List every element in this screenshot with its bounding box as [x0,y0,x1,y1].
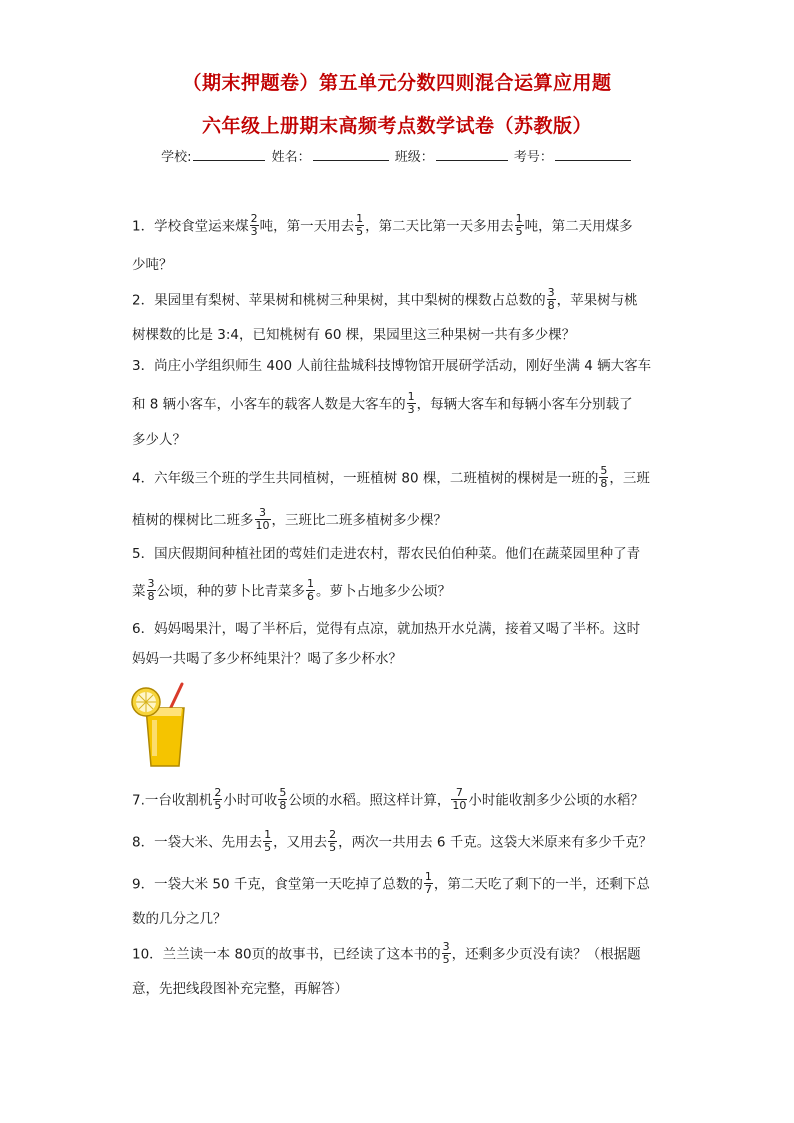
fraction: $\frac{3}{8}$ [147,577,155,603]
title-line-1: （期末押题卷）第五单元分数四则混合运算应用题 [182,72,612,94]
q7-text-d: 小时能收割多少公顷的水稻？ [468,792,644,809]
q10-text-b: ，还剩多少页没有读？（根据题 [451,946,641,963]
q6-text-b: 妈妈一共喝了多少杯纯果汁？喝了多少杯水？ [132,651,402,667]
q2-text-b: ，苹果树与桃 [556,292,638,309]
q4-text-c: 植树的棵树比二班多 [132,512,254,529]
q8-text-b: ，又用去 [273,834,328,851]
q1-text-c: ，第二天比第一天多用去 [365,218,514,235]
q7-text-c: 公顷的水稻。照这样计算， [288,792,451,809]
fraction: $\frac{3}{10}$ [255,506,270,532]
school-field[interactable] [193,146,265,161]
exam-no-label: 考号： [513,150,553,165]
q3-text-c: ，每辆大客车和每辆小客车分别载了 [416,396,633,413]
fraction: $\frac{1}{5}$ [515,212,523,238]
q9-text-a: 9．一袋大米 50 千克，食堂第一天吃掉了总数的 [132,876,423,893]
class-field[interactable] [436,146,508,161]
q5-text-d: 。萝卜占地多少公顷？ [316,583,451,600]
q5-text-a: 5．国庆假期间种植社团的莺娃们走进农村，帮农民伯伯种菜。他们在蔬菜园里种了青 [132,546,641,562]
q5-text-b: 菜 [132,583,146,600]
fraction: $\frac{3}{8}$ [547,286,555,312]
school-label: 学校: [161,150,192,165]
fraction: $\frac{1}{6}$ [307,577,314,603]
q5-text-c: 公顷，种的萝卜比青菜多 [156,583,305,600]
fraction: $\frac{7}{10}$ [452,786,467,812]
q2-text-c: 树棵数的比是 3:4，已知桃树有 60 棵，果园里这三种果树一共有多少棵？ [132,327,576,343]
q6-text-a: 6．妈妈喝果汁，喝了半杯后，觉得有点凉，就加热开水兑满，接着又喝了半杯。这时 [132,621,641,637]
q1-text-b: 吨，第一天用去 [259,218,355,235]
name-field[interactable] [313,146,389,161]
q10-text-a: 10．兰兰读一本 80页的故事书，已经读了这本书的 [132,946,441,963]
q8-text-a: 8．一袋大米、先用去 [132,834,263,851]
q1-text-d: 吨，第二天用煤多 [524,218,633,235]
q2-text-a: 2．果园里有梨树、苹果树和桃树三种果树，其中梨树的棵数占总数的 [132,292,546,309]
q7-text-a: 7.一台收割机 [132,792,213,809]
title-line-2: 六年级上册期末高频考点数学试卷（苏教版） [201,115,592,137]
q1-text-e: 少吨？ [132,257,173,273]
fraction: $\frac{2}{5}$ [214,786,222,812]
name-label: 姓名： [271,150,311,165]
fraction: $\frac{1}{3}$ [407,390,415,416]
fraction: $\frac{3}{5}$ [442,940,450,966]
student-info-row [0,146,794,165]
class-label: 班级： [394,150,434,165]
exam-no-field[interactable] [555,146,631,161]
fraction: $\frac{1}{7}$ [424,870,432,896]
q4-text-d: ，三班比二班多植树多少棵？ [271,512,447,529]
q9-text-c: 数的几分之几？ [132,911,227,927]
q3-text-b: 和 8 辆小客车，小客车的载客人数是大客车的 [132,396,406,413]
q3-text-a: 3．尚庄小学组织师生 400 人前往盐城科技博物馆开展研学活动，刚好坐满 4 辆大客车 [132,358,652,374]
juice-glass-icon [128,680,192,774]
q3-text-d: 多少人？ [132,432,186,448]
fraction: $\frac{5}{8}$ [600,464,608,490]
q8-text-c: ，两次一共用去 6 千克。这袋大米原来有多少千克？ [338,834,653,851]
q4-text-a: 4．六年级三个班的学生共同植树，一班植树 80 棵，二班植树的棵树是一班的 [132,470,599,487]
q7-text-b: 小时可收 [223,792,278,809]
fraction: $\frac{2}{3}$ [250,212,258,238]
q10-text-c: 意，先把线段图补充完整，再解答） [132,981,348,997]
fraction: $\frac{1}{5}$ [356,212,364,238]
q1-text-a: 1．学校食堂运来煤 [132,218,249,235]
fraction: $\frac{1}{5}$ [264,828,272,854]
fraction: $\frac{5}{8}$ [279,786,287,812]
fraction: $\frac{2}{5}$ [329,828,337,854]
q9-text-b: ，第二天吃了剩下的一半，还剩下总 [433,876,650,893]
q4-text-b: ，三班 [609,470,650,487]
